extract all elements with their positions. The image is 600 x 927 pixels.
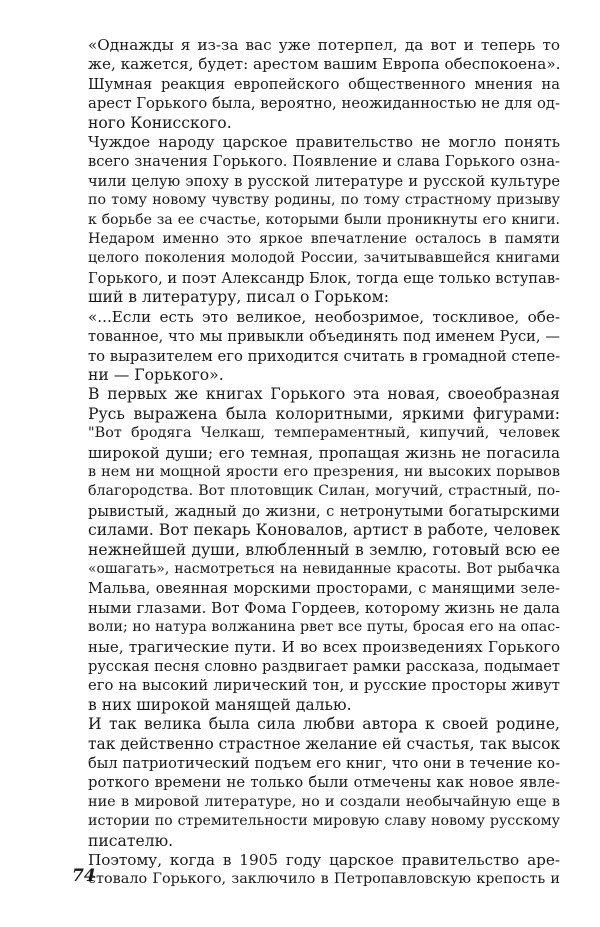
text-line: В первых же книгах Горького эта новая, своеобразная — [88, 385, 560, 404]
text-line: так действенно страстное желание ей счастья, так высок — [88, 734, 561, 753]
paragraph-2 — [70, 75, 560, 133]
text-line: ные, трагические пути. И во всех произведениях Горького — [88, 637, 560, 656]
text-line: «...Если есть это великое, необозримое, тоскливое, обе- — [88, 307, 560, 326]
text-line: «Однажды я из-за вас уже потерпел, да вот и теперь то — [88, 36, 560, 54]
book-page-text — [70, 36, 560, 890]
text-line: писателю. — [88, 831, 174, 850]
text-line: "Вот бродяга Челкаш, темпераментный, кипучий, человек — [88, 425, 560, 442]
text-line: в них широкой манящей далью. — [88, 695, 352, 714]
text-line: русская песня словно раздвигает рамки рассказа, подымает — [88, 658, 560, 675]
text-line: его на высокий лирический тон, и русские просторы живут — [88, 677, 560, 695]
text-line: по тому новому чувству родины, по тому страстному призыву — [88, 192, 560, 209]
text-line: ными глазами. Вот Фома Гордеев, которому жизнь не дала — [88, 598, 560, 617]
text-line: «ошагать», насмотреться на невиданные красоты. Вот рыбачка — [88, 560, 560, 577]
text-line: И так велика была сила любви автора к своей родине, — [88, 715, 560, 734]
text-line: силами. Вот пекарь Коновалов, артист в работе, человек — [88, 521, 560, 540]
text-line: стовало Горького, заключило в Петропавловскую крепость и — [88, 871, 560, 888]
text-line: был патриотический подъем его книг, что они в течение ко- — [88, 755, 560, 773]
text-line: Чуждое народу царское правительство не могло понять — [88, 133, 560, 152]
text-line: ние в мировой литературе, но и создали необычайную еще в — [88, 793, 560, 810]
characters-quote — [70, 424, 560, 715]
text-line: истории по стремительности мировую славу новому русскому — [88, 813, 560, 830]
paragraph-3 — [70, 133, 560, 230]
text-line: ни — Горького». — [88, 365, 224, 384]
text-line: роткого времени не только были отмечены как новое явле- — [88, 774, 560, 792]
text-line: Недаром именно это яркое впечатление осталось в памяти — [88, 231, 560, 248]
paragraph-4 — [70, 230, 560, 308]
text-line: Горького, и поэт Александр Блок, тогда еще только вступав- — [88, 269, 560, 287]
text-line: то выразителем его приходится считать в громадной степе- — [88, 347, 561, 365]
text-line: широкой души; его темная, пропащая жизнь не погасила — [88, 443, 560, 462]
text-line: Русь выражена была колоритными, яркими фигурами: — [88, 404, 560, 423]
text-line: Мальва, овеянная морскими просторами, с манящими зеле- — [88, 580, 560, 598]
text-line: воли; но натура волжанина рвет все путы, бросая его на опас- — [88, 619, 560, 636]
text-line: целого поколения молодой России, зачитывавшейся книгами — [88, 250, 560, 267]
text-line: в нем ни мощной ярости его презрения, ни высоких порывов — [88, 463, 560, 480]
text-line: всего значения Горького. Появление и слава Горького озна- — [88, 153, 560, 171]
text-line: ного Конисского. — [88, 113, 232, 132]
text-line: чили целую эпоху в русской литературе и русской культуре — [88, 172, 560, 190]
text-line: благородства. Вот плотовщик Силан, могучий, страстный, по- — [88, 483, 560, 500]
text-line: арест Горького была, вероятно, неожиданностью не для од- — [88, 95, 561, 113]
text-line: тованное, что мы привыкли объединять под именем Руси, — — [88, 328, 560, 346]
text-line: к борьбе за ее счастье, которыми были проникнуты его книги. — [88, 211, 560, 228]
blok-quote — [70, 308, 560, 386]
text-line: Шумная реакция европейского общественного мнения на — [88, 75, 560, 93]
text-line: же, кажется, будет: арестом вашим Европа обеспокоена». — [88, 55, 561, 74]
text-line: Поэтому, когда в 1905 году царское правительство аре- — [88, 851, 560, 870]
paragraph-1 — [70, 36, 560, 75]
paragraph-8 — [70, 715, 560, 851]
paragraph-6 — [70, 385, 560, 424]
text-line: ший в литературу, писал о Горьком: — [88, 288, 390, 307]
paragraph-9 — [70, 851, 560, 890]
page-number: 74 — [72, 866, 96, 886]
text-line: рывистый, жадный до жизни, с нетронутыми богатырскими — [88, 502, 560, 520]
text-line: нежнейшей души, влюбленный в землю, готовый всю ее — [88, 540, 560, 559]
